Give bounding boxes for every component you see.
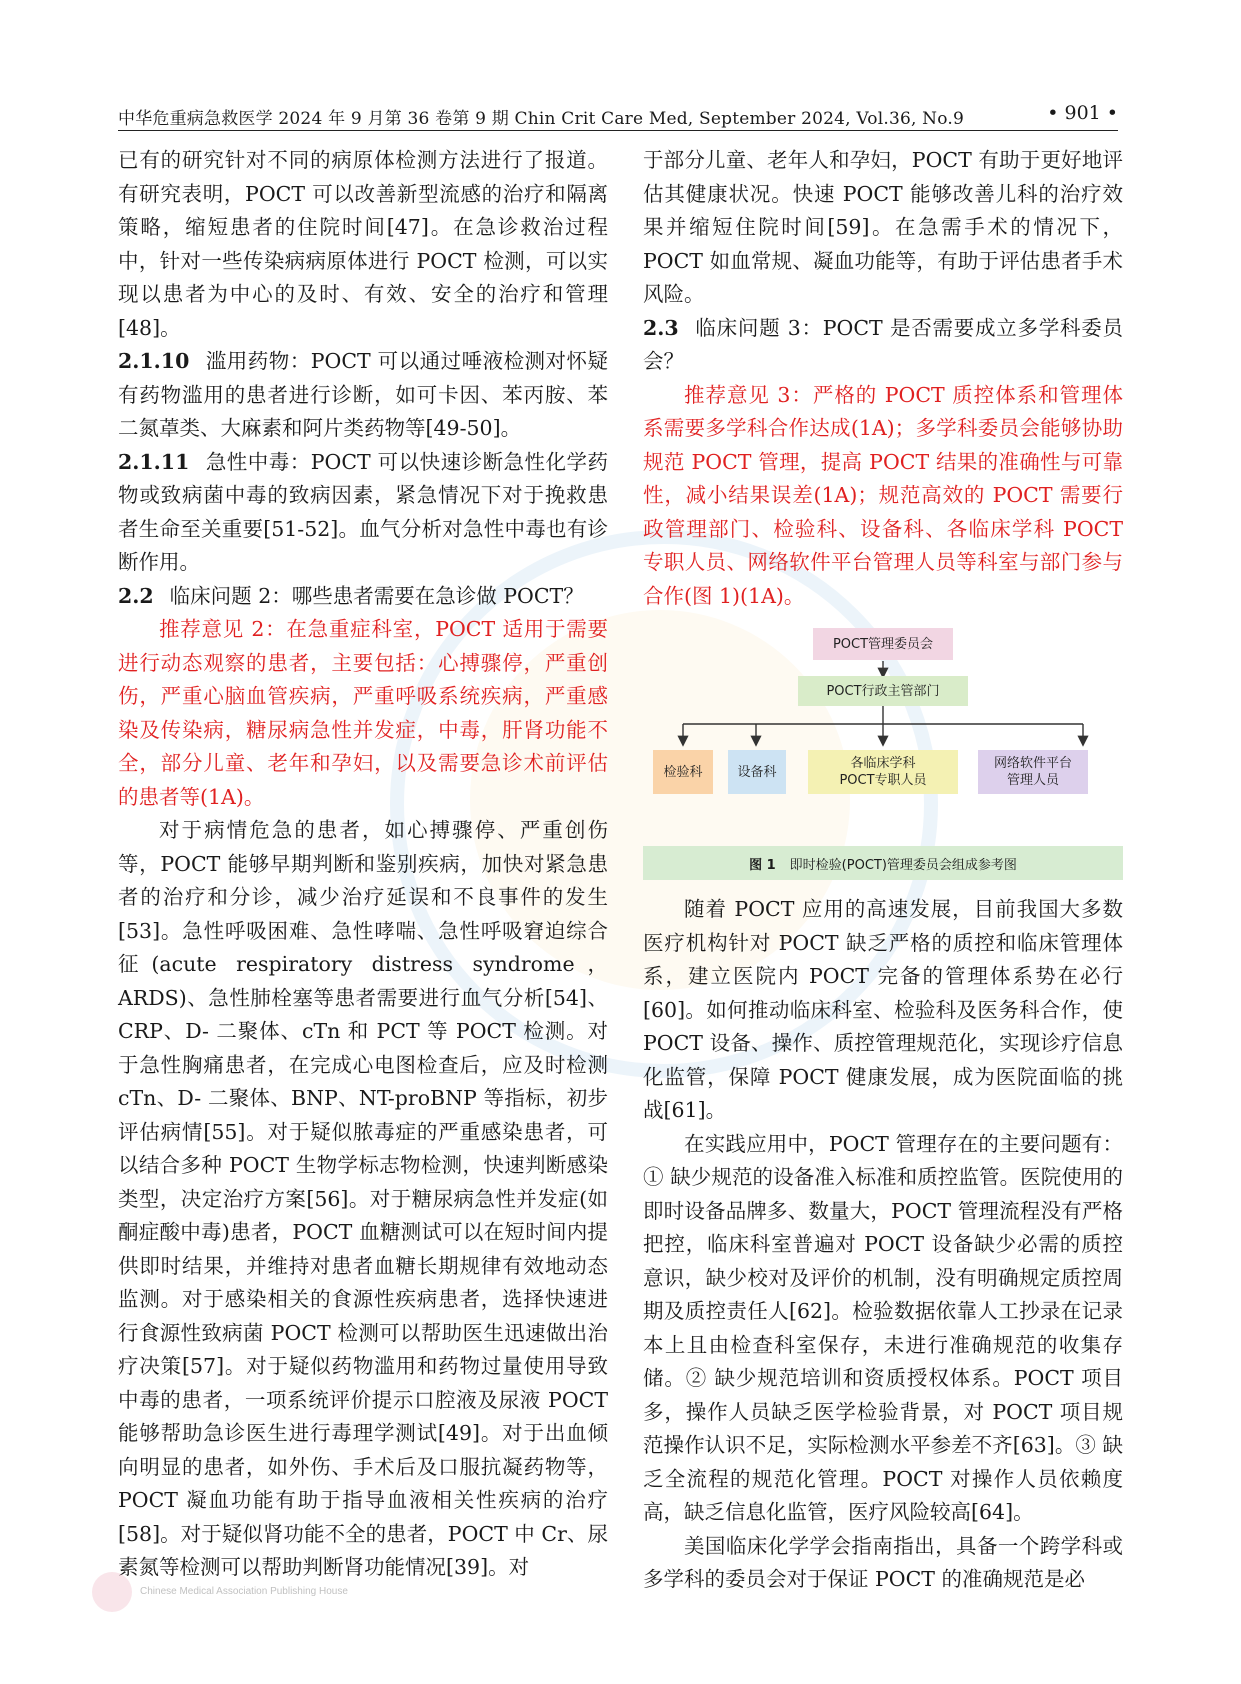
box-poct-admin-dept	[798, 676, 968, 706]
section-number: 2.2	[118, 583, 154, 608]
page-number: • 901 •	[1047, 102, 1118, 124]
box-laboratory-dept	[653, 750, 713, 794]
section-2-1-10	[118, 345, 608, 446]
figure-caption-text: 即时检验(POCT)管理委员会组成参考图	[789, 857, 1017, 873]
left-column	[118, 144, 608, 1585]
right-paragraph-3: 在实践应用中，POCT 管理存在的主要问题有：① 缺少规范的设备准入标准和质控监管。医院使用的即时设备品牌多、数量大，POCT 管理流程没有严格把控，临床科室普遍对 POCT 设备缺少必需的质控意识，缺少校对及评价的机制，没有明确规定质控周期及质控责任人[62]。检验数据依靠人工抄录在记录本上且由检查科室保存，未进行准确规范的收集存储。② 缺少规范培训和资质授权体系。POCT 项目多，操作人员缺乏医学检验背景，对 POCT 项目规范操作认识不足，实际检测水平参差不齐[63]。③ 缺乏全流程的规范化管理。POCT 对操作人员依赖度高，缺乏信息化监管，医疗风险较高[64]。	[643, 1131, 1123, 1524]
section-2-1-11	[118, 446, 608, 580]
box-equipment-dept	[728, 750, 786, 794]
right-paragraph-4: 美国临床化学学会指南指出，具备一个跨学科或多学科的委员会对于保证 POCT 的准确规范是必	[643, 1533, 1123, 1591]
box-label: POCT行政主管部门	[826, 683, 940, 699]
section-2-2-heading	[118, 580, 608, 614]
section-heading-text: 临床问题 3：POCT 是否需要成立多学科委员会？	[643, 315, 1123, 373]
box-label: 检验科	[663, 764, 703, 780]
left-paragraph-2: 对于病情危急的患者，如心搏骤停、严重创伤等，POCT 能够早期判断和鉴别疾病，加快对紧急患者的治疗和分诊，减少治疗延误和不良事件的发生[53]。急性呼吸困难、急性哮喘、急性呼吸窘迫综合征(acute respiratory distress syndrome，ARDS)、急性肺栓塞等患者需要进行血气分析[54]、CRP、D- 二聚体、cTn 和 PCT 等 POCT 检测。对于急性胸痛患者，在完成心电图检查后，应及时检测 cTn、D- 二聚体、BNP、NT-proBNP 等指标，初步评估病情[55]。对于疑似脓毒症的严重感染患者，可以结合多种 POCT 生物学标志物检测，快速判断感染类型，决定治疗方案[56]。对于糖尿病急性并发症(如酮症酸中毒)患者，POCT 血糖测试可以在短时间内提供即时结果，并维持对患者血糖长期规律有效地动态监测。对于感染相关的食源性疾病患者，选择快速进行食源性致病菌 POCT 检测可以帮助医生迅速做出治疗决策[57]。对于疑似药物滥用和药物过量使用导致中毒的患者，一项系统评价提示口腔液及尿液 POCT 能够帮助急诊医生进行毒理学测试[49]。对于出血倾向明显的患者，如外伤、手术后及口服抗凝药物等，POCT 凝血功能有助于指导血液相关性疾病的治疗[58]。对于疑似肾功能不全的患者，POCT 中 Cr、尿素氮等检测可以帮助判断肾功能情况[39]。对	[118, 818, 608, 1579]
figure-caption	[643, 846, 1123, 880]
box-label: POCT管理委员会	[832, 636, 934, 652]
box-label-line2: 管理人员	[1006, 773, 1059, 788]
section-number: 2.1.11	[118, 449, 190, 474]
box-poct-committee	[813, 628, 953, 660]
right-column-continued	[643, 893, 1123, 1597]
journal-citation: 中华危重病急救医学 2024 年 9 月第 36 卷第 9 期 Chin Crit Care Med, September 2024, Vol.36, No.9	[118, 109, 965, 129]
right-paragraph-1: 于部分儿童、老年人和孕妇，POCT 有助于更好地评估其健康状况。快速 POCT 能够改善儿科的治疗效果并缩短住院时间[59]。在急需手术的情况下，POCT 如血常规、凝血功能等，有助于评估患者手术风险。	[643, 148, 1123, 306]
recommendation-3: 推荐意见 3：严格的 POCT 质控体系和管理体系需要多学科合作达成(1A)；多学科委员会能够协助规范 POCT 管理，提高 POCT 结果的准确性与可靠性，减小结果误差(1A)；规范高效的 POCT 需要行政管理部门、检验科、设备科、各临床学科 POCT 专职人员、网络软件平台管理人员等科室与部门参与合作(图 1)(1A)。	[643, 382, 1123, 608]
right-column	[643, 144, 1123, 613]
section-2-3-heading	[643, 312, 1123, 379]
section-text: 滥用药物：POCT 可以通过唾液检测对怀疑有药物滥用的患者进行诊断，如可卡因、苯丙胺、苯二氮䓬类、大麻素和阿片类药物等[49-50]。	[118, 349, 608, 440]
section-text: 急性中毒：POCT 可以快速诊断急性化学药物或致病菌中毒的致病因素，紧急情况下对于挽救患者生命至关重要[51-52]。血气分析对急性中毒也有诊断作用。	[118, 449, 608, 574]
figure-1-org-chart	[643, 628, 1123, 883]
section-number: 2.1.10	[118, 349, 190, 373]
box-clinical-poct-staff	[808, 750, 958, 794]
publisher-name: Chinese Medical Association Publishing House	[140, 1586, 348, 1597]
recommendation-2: 推荐意见 2：在急重症科室，POCT 适用于需要进行动态观察的患者，主要包括：心搏骤停，严重创伤，严重心脑血管疾病，严重呼吸系统疾病，严重感染及传染病，糖尿病急性并发症，中毒，肝肾功能不全，部分儿童、老年和孕妇，以及需要急诊术前评估的患者等(1A)。	[118, 617, 608, 809]
figure-label: 图 1	[749, 857, 776, 873]
section-number: 2.3	[643, 315, 679, 340]
box-label-line1: 各临床学科	[850, 756, 916, 771]
publisher-logo	[92, 1572, 132, 1612]
box-label: 设备科	[737, 764, 777, 780]
section-heading-text: 临床问题 2：哪些患者需要在急诊做 POCT？	[169, 583, 584, 608]
left-paragraph-1: 已有的研究针对不同的病原体检测方法进行了报道。有研究表明，POCT 可以改善新型流感的治疗和隔离策略，缩短患者的住院时间[47]。在急诊救治过程中，针对一些传染病病原体进行 POCT 检测，可以实现以患者为中心的及时、有效、安全的治疗和管理[48]。	[118, 148, 608, 340]
running-header	[118, 96, 1118, 136]
box-network-platform-admin	[978, 750, 1088, 794]
right-paragraph-2: 随着 POCT 应用的高速发展，目前我国大多数医疗机构针对 POCT 缺乏严格的质控和临床管理体系，建立医院内 POCT 完备的管理体系势在必行[60]。如何推动临床科室、检验科及医务科合作，使 POCT 设备、操作、质控管理规范化，实现诊疗信息化监管，保障 POCT 健康发展，成为医院面临的挑战[61]。	[643, 897, 1123, 1122]
box-label-line1: 网络软件平台	[993, 756, 1072, 771]
box-label-line2: POCT专职人员	[839, 773, 927, 788]
header-rule	[118, 130, 1118, 131]
